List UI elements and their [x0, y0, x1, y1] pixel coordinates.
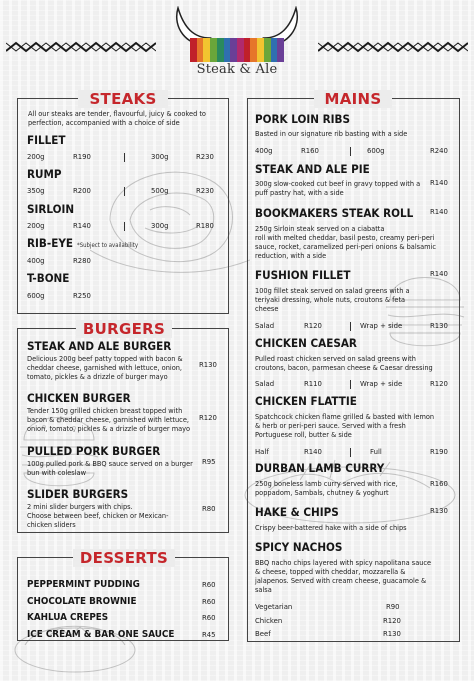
fillet-size-1: 200g — [27, 153, 45, 161]
rump-size-1: 350g — [27, 187, 45, 195]
chicken-flattie-desc-2: & herb or peri-peri sauce. Served with a fresh — [255, 422, 406, 430]
fushion-fillet-price-1: R120 — [304, 322, 322, 330]
brand-logo — [170, 6, 304, 80]
pork-loin-ribs-price-1: R160 — [301, 147, 319, 155]
chocolate-brownie-name: CHOCOLATE BROWNIE — [27, 596, 137, 607]
slider-burgers-price: R80 — [202, 505, 216, 513]
logo-color-bar — [203, 38, 210, 62]
steak-ale-burger-name: STEAK AND ALE BURGER — [27, 339, 172, 353]
rib-eye-size: 400g — [27, 257, 45, 265]
hake-chips-name: HAKE & CHIPS — [255, 505, 339, 519]
chicken-flattie-desc-1: Spatchcock chicken flame grilled & basted with lemon — [255, 413, 435, 421]
fushion-fillet-option-2: Wrap + side — [360, 322, 403, 330]
spicy-nachos-price-3: R130 — [383, 630, 401, 638]
rump-size-2: 500g — [151, 187, 169, 195]
logo-color-bar — [244, 38, 251, 62]
desserts-title: DESSERTS — [73, 549, 175, 567]
steaks-intro: All our steaks are tender, flavourful, juicy & cooked to perfection, accompanied with a choice of side — [28, 110, 206, 127]
logo-color-bar — [257, 38, 264, 62]
chicken-burger-desc-2: bacon & cheddar cheese, garnished with lettuce, — [27, 416, 189, 424]
pulled-pork-burger-desc-2: bun with coleslaw — [27, 469, 86, 477]
tribal-pattern-right — [318, 40, 468, 54]
spicy-nachos-desc-2: & cheese, topped with cheddar, mozzarella & — [255, 568, 406, 576]
brand-color-bars — [190, 38, 284, 62]
chicken-flattie-desc-3: Portuguese roll, butter & side — [255, 431, 352, 439]
mains-title: MAINS — [314, 90, 392, 108]
t-bone-size: 600g — [27, 292, 45, 300]
chicken-burger-desc-1: Tender 150g grilled chicken breast topped with — [27, 407, 183, 415]
sirloin-size-2: 300g — [151, 222, 169, 230]
durban-lamb-curry-name: DURBAN LAMB CURRY — [255, 461, 385, 475]
logo-color-bar — [190, 38, 197, 62]
chicken-flattie-option-2: Full — [370, 448, 382, 456]
chicken-caesar-name: CHICKEN CAESAR — [255, 336, 357, 350]
bookmakers-desc-2: roll with melted cheddar, basil pesto, creamy peri-peri — [255, 234, 435, 242]
kahlua-crepes-price: R60 — [202, 614, 216, 622]
divider — [124, 187, 125, 196]
logo-color-bar — [264, 38, 271, 62]
peppermint-pudding-name: PEPPERMINT PUDDING — [27, 579, 140, 590]
logo-color-bar — [271, 38, 278, 62]
chicken-flattie-price-2: R190 — [430, 448, 448, 456]
chicken-caesar-option-1: Salad — [255, 380, 275, 388]
chicken-flattie-name: CHICKEN FLATTIE — [255, 394, 357, 408]
steak-ale-burger-desc-1: Delicious 200g beef patty topped with bacon & — [27, 355, 183, 363]
divider — [124, 153, 125, 162]
spicy-nachos-price-2: R120 — [383, 617, 401, 625]
chicken-caesar-option-2: Wrap + side — [360, 380, 403, 388]
divider — [124, 222, 125, 231]
fillet-name: FILLET — [27, 133, 66, 147]
pork-loin-ribs-desc: Basted in our signature rib basting with a side — [255, 130, 408, 138]
brand-name: Steak & Ale — [196, 62, 278, 77]
divider — [350, 147, 351, 156]
logo-color-bar — [237, 38, 244, 62]
fushion-fillet-price: R140 — [430, 270, 448, 278]
rib-eye-name — [27, 236, 138, 250]
chicken-burger-desc-3: onion, tomato, pickles & a drizzle of burger mayo — [27, 425, 191, 433]
pork-loin-ribs-option-2: 600g — [367, 147, 385, 155]
bookmakers-steak-roll-name: BOOKMAKERS STEAK ROLL — [255, 206, 414, 220]
bookmakers-steak-roll-price: R140 — [430, 208, 448, 216]
slider-burgers-name: SLIDER BURGERS — [27, 487, 129, 501]
chicken-flattie-option-1: Half — [255, 448, 269, 456]
spicy-nachos-desc-3: jalapenos. Served with cream cheese, guacamole & — [255, 577, 427, 585]
rump-price-2: R230 — [196, 187, 214, 195]
steaks-title: STEAKS — [78, 90, 168, 108]
rump-price-1: R200 — [73, 187, 91, 195]
spicy-nachos-option-3: Beef — [255, 630, 271, 638]
steak-ale-burger-price: R130 — [199, 361, 217, 369]
spicy-nachos-price-1: R90 — [386, 603, 400, 611]
pulled-pork-burger-desc-1: 100g pulled pork & BBQ sauce served on a burger — [27, 460, 193, 468]
peppermint-pudding-price: R60 — [202, 581, 216, 589]
pork-loin-ribs-option-1: 400g — [255, 147, 273, 155]
steak-ale-pie-price: R140 — [430, 179, 448, 187]
chicken-burger-price: R120 — [199, 414, 217, 422]
logo-color-bar — [217, 38, 224, 62]
divider — [350, 380, 351, 389]
rib-eye-note: *Subject to availability — [77, 242, 139, 249]
bookmakers-desc-1: 250g Sirloin steak served on a ciabatta — [255, 225, 385, 233]
spicy-nachos-option-2: Chicken — [255, 617, 283, 625]
rump-name: RUMP — [27, 167, 62, 181]
slider-burgers-desc-3: chicken sliders — [27, 521, 76, 529]
logo-color-bar — [224, 38, 231, 62]
spicy-nachos-option-1: Vegetarian — [255, 603, 293, 611]
durban-lamb-curry-desc-2: poppadom, Sambals, chutney & yoghurt — [255, 489, 389, 497]
steak-ale-pie-desc-1: 300g slow-cooked cut beef in gravy topped with a — [255, 180, 421, 188]
fillet-size-2: 300g — [151, 153, 169, 161]
t-bone-name: T-BONE — [27, 271, 70, 285]
fushion-fillet-name: FUSHION FILLET — [255, 268, 351, 282]
rib-eye-label: RIB-EYE — [27, 236, 73, 250]
spicy-nachos-name: SPICY NACHOS — [255, 540, 343, 554]
sirloin-price-1: R140 — [73, 222, 91, 230]
divider — [350, 448, 351, 457]
fushion-fillet-desc-2: teriyaki dressing, whole nuts, croutons & feta — [255, 296, 406, 304]
fushion-fillet-desc-1: 100g fillet steak served on salad greens with a — [255, 287, 410, 295]
durban-lamb-curry-price: R160 — [430, 480, 448, 488]
logo-color-bar — [230, 38, 237, 62]
steak-ale-pie-name: STEAK AND ALE PIE — [255, 162, 370, 176]
logo-color-bar — [197, 38, 204, 62]
slider-burgers-desc-2: Choose between beef, chicken or Mexican- — [27, 512, 169, 520]
spicy-nachos-desc-4: salsa — [255, 586, 272, 594]
fillet-price-1: R190 — [73, 153, 91, 161]
pork-loin-ribs-name: PORK LOIN RIBS — [255, 112, 350, 126]
bookmakers-desc-4: reduction, with a side — [255, 252, 327, 260]
burgers-title: BURGERS — [76, 320, 172, 338]
fushion-fillet-desc-3: cheese — [255, 305, 279, 313]
hake-chips-price: R130 — [430, 507, 448, 515]
spicy-nachos-desc-1: BBQ nacho chips layered with spicy napolitana sauce — [255, 559, 432, 567]
slider-burgers-desc-1: 2 mini slider burgers with chips. — [27, 503, 133, 511]
chicken-caesar-price-2: R120 — [430, 380, 448, 388]
durban-lamb-curry-desc-1: 250g boneless lamb curry served with rice, — [255, 480, 398, 488]
divider — [350, 322, 351, 331]
sirloin-name: SIRLOIN — [27, 202, 75, 216]
fushion-fillet-option-1: Salad — [255, 322, 275, 330]
ice-cream-name: ICE CREAM & BAR ONE SAUCE — [27, 629, 175, 640]
logo-color-bar — [250, 38, 257, 62]
pork-loin-ribs-price-2: R240 — [430, 147, 448, 155]
kahlua-crepes-name: KAHLUA CREPES — [27, 612, 109, 623]
steak-ale-burger-desc-3: tomato, pickles & a drizzle of burger mayo — [27, 373, 168, 381]
sirloin-price-2: R180 — [196, 222, 214, 230]
chicken-caesar-desc-1: Pulled roast chicken served on salad greens with — [255, 355, 416, 363]
fushion-fillet-price-2: R130 — [430, 322, 448, 330]
pulled-pork-burger-name: PULLED PORK BURGER — [27, 444, 161, 458]
steak-ale-pie-desc-2: puff pastry hat, with a side — [255, 189, 344, 197]
sirloin-size-1: 200g — [27, 222, 45, 230]
logo-color-bar — [277, 38, 284, 62]
bookmakers-desc-3: sauce, rocket, caramelized peri-peri onions & balsamic — [255, 243, 437, 251]
pulled-pork-burger-price: R95 — [202, 458, 216, 466]
tribal-pattern-left — [6, 40, 156, 54]
chocolate-brownie-price: R60 — [202, 598, 216, 606]
t-bone-price: R250 — [73, 292, 91, 300]
rib-eye-price: R280 — [73, 257, 91, 265]
fillet-price-2: R230 — [196, 153, 214, 161]
hake-chips-desc: Crispy beer-battered hake with a side of chips — [255, 524, 407, 532]
logo-color-bar — [210, 38, 217, 62]
chicken-flattie-price-1: R140 — [304, 448, 322, 456]
chicken-caesar-price-1: R110 — [304, 380, 322, 388]
steak-ale-burger-desc-2: cheddar cheese, garnished with lettuce, onion, — [27, 364, 183, 372]
ice-cream-price: R45 — [202, 631, 216, 639]
chicken-caesar-desc-2: croutons, bacon, parmesan cheese & Caesar dressing — [255, 364, 433, 372]
chicken-burger-name: CHICKEN BURGER — [27, 391, 131, 405]
